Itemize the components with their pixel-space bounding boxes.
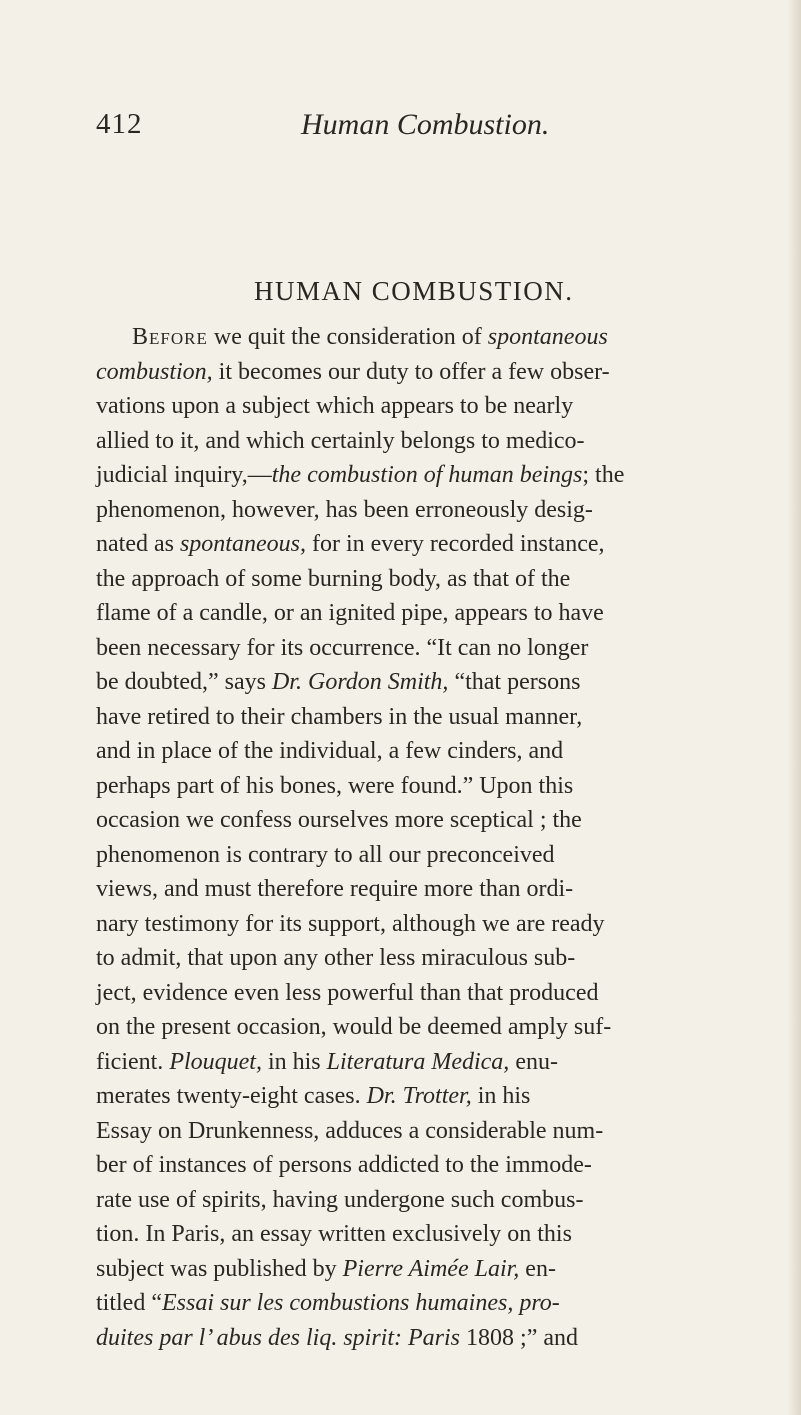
text-run: ; the [582, 462, 625, 488]
text-run: the combustion of human beings [271, 462, 583, 488]
text-run: on the present occasion, would be deemed amply suf- [96, 1014, 612, 1040]
text-run: duites par l’ abus des liq. spirit: Paris [96, 1324, 461, 1351]
text-run: occasion we confess ourselves more sceptical ; the [96, 807, 582, 833]
text-line [96, 355, 724, 390]
text-run: subject was published by [96, 1255, 337, 1282]
text-run: combustion, [96, 358, 213, 385]
text-run: ficient. [96, 1048, 164, 1075]
text-run: nary testimony for its support, although we are ready [96, 910, 605, 937]
text-run: the approach of some burning body, as that of the [96, 565, 571, 592]
text-run: be doubted,” says [96, 669, 266, 695]
page-number: 412 [96, 108, 143, 140]
text-run: been necessary for its occurrence. “It can no longer [96, 634, 589, 661]
text-run: it becomes our duty to offer a few obser- [218, 358, 610, 385]
text-run: views, and must therefore require more than ordi- [96, 876, 574, 902]
text-run: in his [267, 1048, 321, 1075]
text-line [96, 1114, 724, 1149]
text-run: phenomenon is contrary to all our preconceived [96, 841, 555, 868]
text-run: Dr. Gordon Smith, [271, 669, 449, 695]
text-line [96, 458, 724, 493]
text-line [96, 493, 724, 528]
text-run: phenomenon, however, has been erroneously desig- [96, 496, 593, 523]
text-line [96, 1010, 724, 1045]
text-run: enu- [515, 1048, 558, 1075]
text-run: we quit the consideration of [213, 324, 482, 350]
text-line [96, 1045, 724, 1080]
text-run: ber of instances of persons addicted to the immode- [96, 1152, 592, 1178]
text-line [96, 424, 724, 459]
text-run: to admit, that upon any other less miraculous sub- [96, 945, 576, 971]
text-line [96, 596, 724, 631]
text-line [96, 389, 724, 424]
text-run: merates twenty-eight cases. [96, 1083, 361, 1109]
text-run: tion. In Paris, an essay written exclusively on this [96, 1221, 572, 1247]
text-run: perhaps part of his bones, were found.” Upon this [96, 772, 574, 799]
text-run: Pierre Aimée Lair, [342, 1255, 520, 1282]
text-run: spontaneous, [179, 531, 306, 557]
page-header [96, 108, 656, 148]
text-run: Essai sur les combustions humaines, pro- [161, 1290, 560, 1316]
text-line [96, 941, 724, 976]
text-line [96, 320, 724, 355]
text-line [96, 562, 724, 597]
text-run: Plouquet, [169, 1048, 262, 1075]
text-line [96, 1321, 724, 1356]
text-run: and in place of the individual, a few cinders, and [96, 738, 564, 764]
text-line [96, 907, 724, 942]
text-line [96, 734, 724, 769]
text-run: rate use of spirits, having undergone such combus- [96, 1186, 584, 1213]
text-line [96, 665, 724, 700]
text-run: allied to it, and which certainly belongs to medico- [96, 427, 585, 454]
text-run: ject, evidence even less powerful than that produced [96, 979, 599, 1006]
text-line [96, 1286, 724, 1321]
text-line [96, 1252, 724, 1287]
chapter-title: HUMAN COMBUSTION. [254, 276, 574, 306]
text-line [96, 872, 724, 907]
text-run: have retired to their chambers in the usual manner, [96, 703, 583, 730]
text-run: flame of a candle, or an ignited pipe, appears to have [96, 600, 604, 626]
text-run: Literatura Medica, [326, 1048, 510, 1075]
text-run: vations upon a subject which appears to be nearly [96, 393, 574, 419]
text-line [96, 1148, 724, 1183]
text-line [96, 769, 724, 804]
text-line [96, 631, 724, 666]
text-run: en- [525, 1255, 556, 1282]
text-run: spontaneous [487, 324, 608, 350]
body-text [96, 320, 724, 1355]
text-line [96, 1183, 724, 1218]
text-line [96, 838, 724, 873]
text-run: Before [132, 324, 208, 350]
text-line [96, 527, 724, 562]
text-run: “that persons [454, 669, 581, 695]
text-line [96, 1079, 724, 1114]
text-run: judicial inquiry,— [96, 462, 272, 488]
text-run: Dr. Trotter, [366, 1083, 472, 1109]
page-edge-shadow [787, 0, 801, 1415]
text-run: titled “ [96, 1290, 162, 1316]
text-line [96, 803, 724, 838]
text-line [96, 976, 724, 1011]
text-run: nated as [96, 531, 174, 557]
text-run: for in every recorded instance, [311, 531, 605, 557]
text-run: Essay on Drunkenness, adduces a considerable num- [96, 1117, 604, 1144]
text-line [96, 1217, 724, 1252]
text-run: 1808 ;” and [466, 1324, 579, 1351]
running-title: Human Combustion. [301, 108, 550, 141]
text-run: in his [477, 1083, 531, 1109]
text-line [96, 700, 724, 735]
